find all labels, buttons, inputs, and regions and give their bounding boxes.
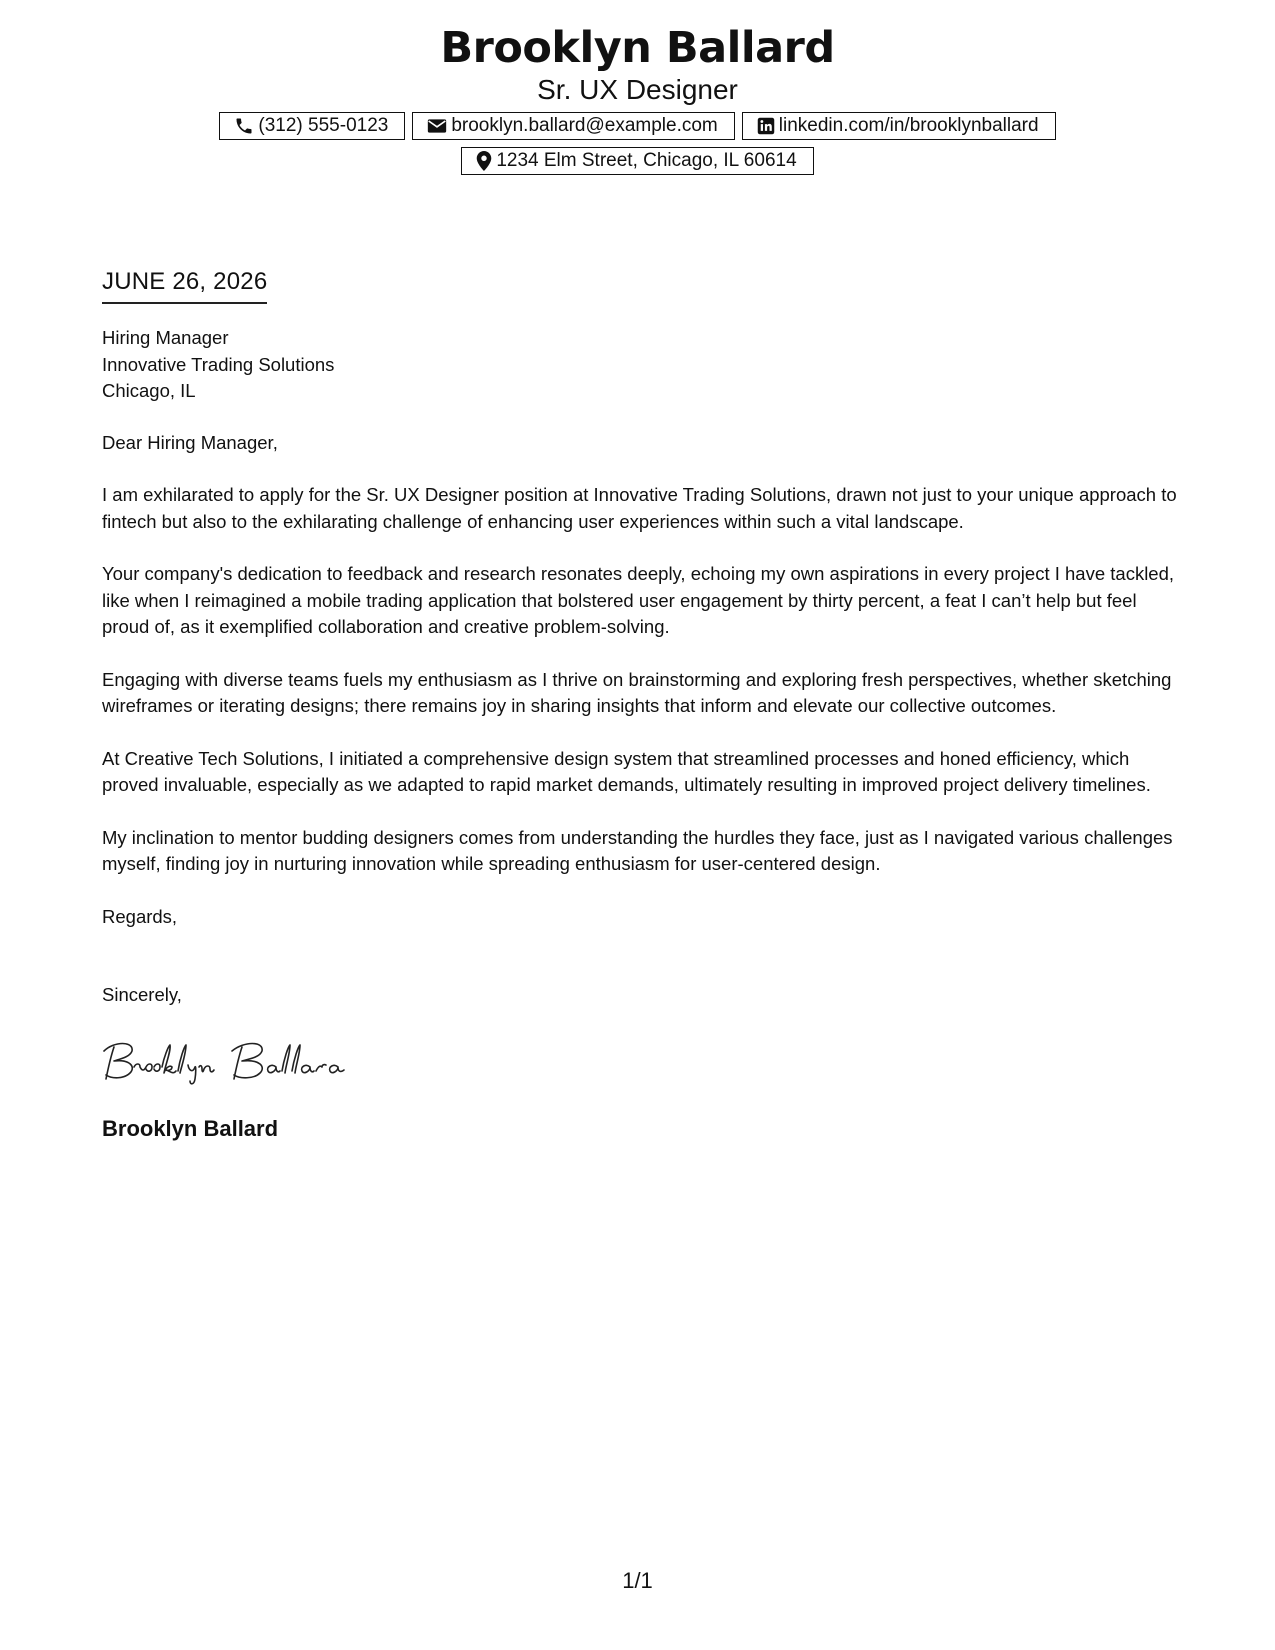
applicant-name: Brooklyn Ballard [440,23,835,73]
recipient-name: Hiring Manager [102,327,229,348]
page-number: 1/1 [622,1568,653,1593]
contact-row-address [0,147,1275,175]
map-pin-icon [476,151,492,171]
recipient-block [102,325,1182,405]
email-chip[interactable] [412,112,734,140]
recipient-company: Innovative Trading Solutions [102,353,335,375]
closing-regards: Regards, [102,905,178,927]
linkedin-icon [757,117,775,135]
letter-body [102,325,1182,1143]
letter-date: JUNE 26, 2026 [102,266,267,304]
salutation: Dear Hiring Manager, [102,431,278,453]
signed-name: Brooklyn Ballard [102,1115,279,1141]
phone-text: (312) 555-0123 [258,115,389,136]
body-paragraph: Your company's dedication to feedback and research resonates deeply, echoing my own aspirations in every project I have tackled, like when I reimagined a mobile trading application that bolstered user engagement by thirty percent, a feat I can’t help but feel proud of, as it exemplified collaboration and creative problem-solving. [102,563,1175,637]
applicant-title: Sr. UX Designer [537,74,738,105]
body-paragraph: I am exhilarated to apply for the Sr. UX Designer position at Innovative Trading Solutions, drawn not just to your unique approach to fintech but also to the exhilarating challenge of enhancing user experiences within such a vital landscape. [102,484,1177,532]
linkedin-text: linkedin.com/in/brooklynballard [778,115,1039,136]
recipient-location: Chicago, IL [102,380,196,401]
closing-sincerely: Sincerely, [102,984,182,1005]
phone-icon [234,116,254,136]
envelope-icon [427,117,447,135]
body-paragraph: At Creative Tech Solutions, I initiated a comprehensive design system that streamlined processes and honed efficiency, which proved invaluable, especially as we adapted to rapid market demands, ultimately resulting in improved project delivery timelines. [102,747,1151,795]
letter-header [0,22,1275,175]
email-text: brooklyn.ballard@example.com [451,115,718,136]
contact-row [0,112,1275,140]
handwritten-signature [100,1037,370,1087]
linkedin-chip[interactable] [742,112,1056,140]
address-chip[interactable] [461,147,813,175]
body-paragraph: My inclination to mentor budding designers comes from understanding the hurdles they face, just as I navigated various challenges myself, finding joy in nurturing innovation while spreading enthusiasm for user-centered design. [102,826,1173,874]
address-text: 1234 Elm Street, Chicago, IL 60614 [496,150,797,171]
body-paragraph: Engaging with diverse teams fuels my enthusiasm as I thrive on brainstorming and exploring fresh perspectives, whether sketching wireframes or iterating designs; there remains joy in sharing insights that inform and elevate our collective outcomes. [102,668,1172,716]
phone-chip[interactable] [219,112,405,140]
